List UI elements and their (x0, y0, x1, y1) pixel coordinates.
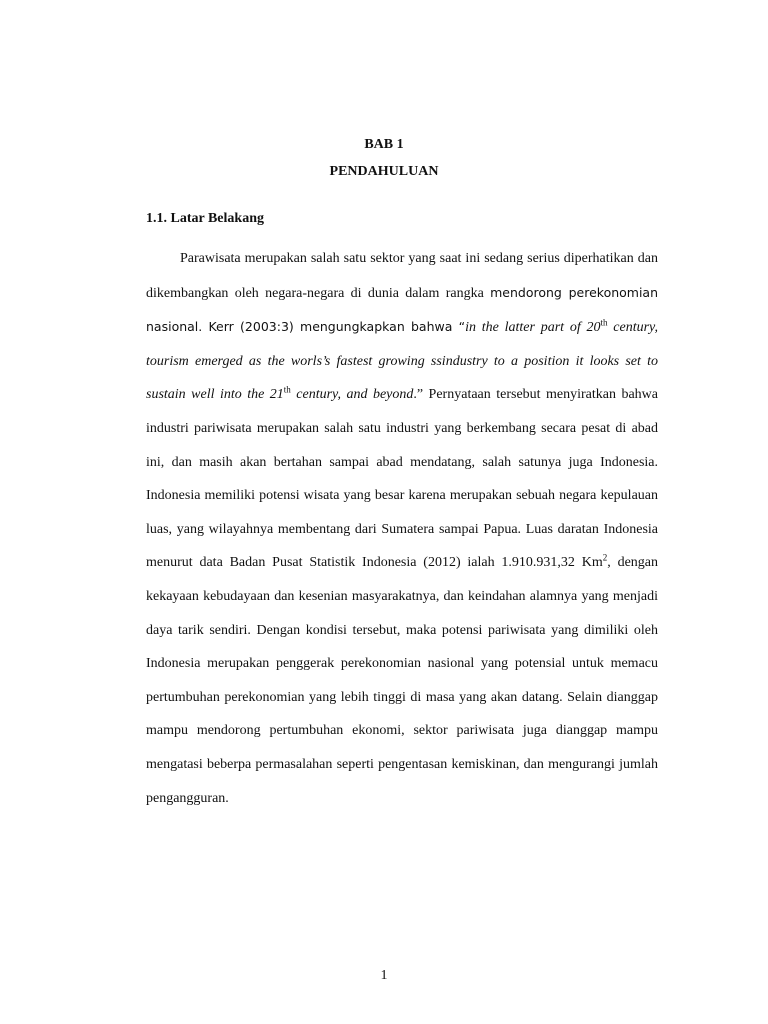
chapter-number: BAB 1 (364, 137, 404, 152)
chapter-title: PENDAHULUAN (329, 164, 439, 179)
quote-superscript-b: th (283, 384, 291, 395)
body-paragraph (146, 242, 658, 815)
area-unit-superscript: 2 (602, 552, 608, 563)
paragraph-text-4: , dengan kekayaan kebudayaan dan kesenian masyarakatnya, dan keindahan alamnya yang menjadi daya tarik sendiri. Dengan kondisi tersebut, maka potensi pariwisata yang dimiliki oleh Indonesia merupakan penggerak perekonomian nasional yang potensial untuk memacu pertumbuhan perekonomian yang lebih tinggi di masa yang akan datang. Selain dianggap mampu mendorong pertumbuhan ekonomi, sektor pariwisata juga dianggap mampu mengatasi beberpa permasalahan seperti pengentasan kemiskinan, dan mengurangi jumlah pengangguran. (146, 555, 658, 806)
page-number: 1 (380, 968, 388, 983)
section-heading: 1.1. Latar Belakang (146, 211, 264, 226)
quote-text-c: century, and beyond (290, 387, 414, 403)
quote-text-b: century, tourism emerged as the worls’s fastest growing ssindustry to a position it looks set to sustain well into the 21 (146, 320, 658, 403)
paragraph-text-2: mendorong perekonomian nasional. Kerr (2003:3) mengungkapkan bahwa “ (146, 284, 659, 335)
quote-text-a: in the latter part of 20 (465, 320, 601, 336)
paragraph-text-1: Parawisata merupakan salah satu sektor yang saat ini sedang serius diperhatikan dan dikembangkan oleh negara-negara di dunia dalam rangka (146, 251, 658, 301)
quote-superscript-a: th (600, 317, 608, 328)
paragraph-text-3: .” Pernyataan tersebut menyiratkan bahwa industri pariwisata merupakan salah satu industri yang berkembang secara pesat di abad ini, dan masih akan bertahan sampai abad mendatang, salah satunya juga Indonesia. Indonesia memiliki potensi wisata yang besar karena merupakan sebuah negara kepulauan luas, yang wilayahnya membentang dari Sumatera sampai Papua. Luas daratan Indonesia menurut data Badan Pusat Statistik Indonesia (2012) ialah 1.910.931,32 Km (146, 387, 659, 571)
